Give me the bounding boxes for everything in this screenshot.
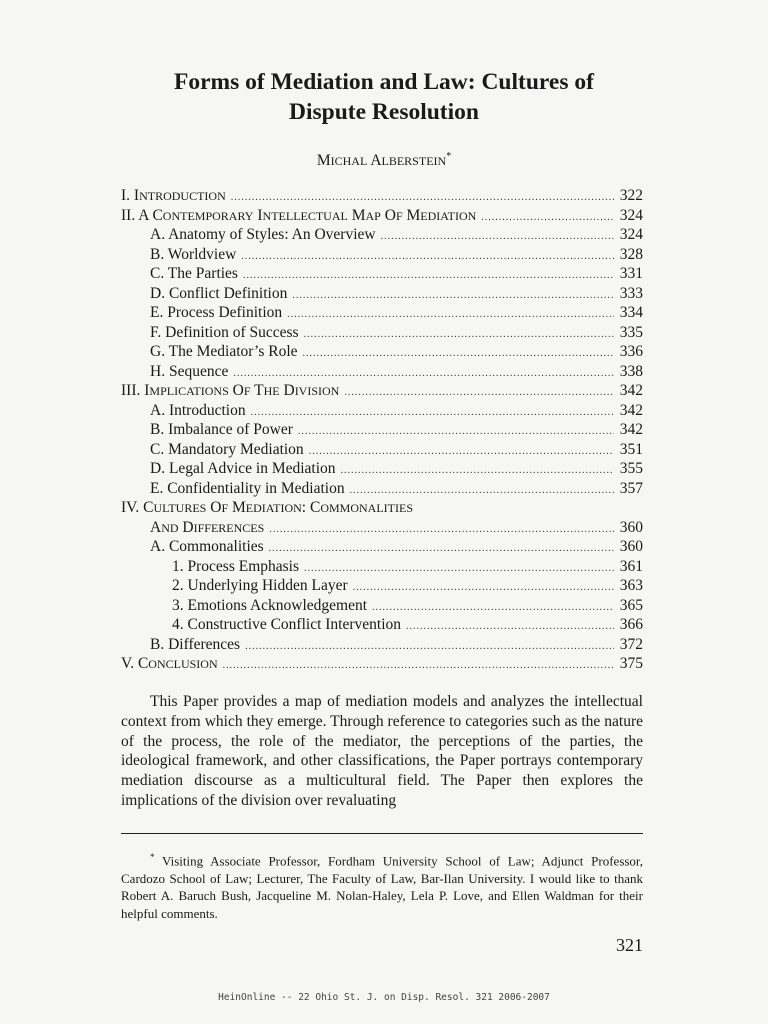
- toc-dot-leader: [245, 637, 614, 657]
- toc-entry-title: A. Anatomy of Styles: An Overview: [150, 226, 376, 243]
- toc-entry-title: H. Sequence: [150, 362, 229, 380]
- toc-entry-page: 355: [619, 460, 643, 477]
- toc-entry: [121, 635, 643, 655]
- toc-entry-page: 372: [619, 635, 643, 653]
- toc-entry-page: 375: [619, 655, 643, 672]
- toc-entry-page: 324: [619, 226, 643, 243]
- toc-entry: [121, 264, 643, 284]
- page-number: 321: [616, 935, 643, 955]
- footnote-text: Visiting Associate Professor, Fordham University School of Law; Adjunct Professor, Cardozo School of Law; Lecturer, The Faculty of Law, Bar-Ilan University. I would like to thank Robert A. Baruch Bush, Jacqueline M. Nolan-Haley, Lela P. Love, and Ellen Waldman for their helpful comments.: [121, 853, 643, 921]
- toc-entry: [121, 401, 643, 421]
- citation-footer: HeinOnline -- 22 Ohio St. J. on Disp. Resol. 321 2006-2007: [218, 992, 550, 1003]
- toc-dot-leader: [304, 325, 614, 345]
- toc-entry-title: A. Introduction: [150, 401, 246, 419]
- toc-entry-title: G. The Mediator’s Role: [150, 343, 298, 360]
- toc-entry-title: F. Definition of Success: [150, 323, 299, 341]
- toc-dot-leader: [303, 344, 614, 364]
- toc-entry: [121, 615, 643, 635]
- toc-dot-leader: [341, 461, 614, 481]
- author-footnote: [121, 849, 643, 922]
- toc-entry-page: 366: [619, 616, 643, 633]
- toc-entry-page: 363: [619, 577, 643, 594]
- toc-entry-page: 351: [619, 440, 643, 458]
- toc-entry-title: 3. Emotions Acknowledgement: [172, 596, 368, 614]
- toc-entry: [121, 245, 643, 265]
- toc-entry-page: 331: [619, 265, 643, 282]
- toc-dot-leader: [381, 227, 614, 247]
- toc-entry-page: 357: [619, 479, 643, 497]
- toc-dot-leader: [481, 208, 614, 228]
- toc-dot-leader: [309, 442, 614, 462]
- toc-entry: [121, 362, 643, 382]
- toc-entry: [121, 654, 643, 674]
- footnote-marker: *: [150, 852, 155, 862]
- toc-entry-title: C. The Parties: [150, 265, 238, 282]
- toc-entry-title: B. Imbalance of Power: [150, 421, 293, 438]
- toc-dot-leader: [292, 286, 614, 306]
- toc-entry-title: C. Mandatory Mediation: [150, 440, 304, 458]
- toc-entry: [121, 479, 643, 499]
- toc-dot-leader: [287, 305, 614, 325]
- toc-entry-page: 336: [619, 343, 643, 360]
- toc-entry: [121, 186, 643, 206]
- footnote-divider: [121, 833, 643, 834]
- toc-dot-leader: [406, 617, 614, 637]
- toc-entry-title: I. INTRODUCTION: [121, 187, 226, 204]
- toc-entry-title: III. IMPLICATIONS OF THE DIVISION: [121, 382, 340, 399]
- toc-entry: [121, 557, 643, 577]
- author-name: MICHAL ALBERSTEIN: [316, 152, 447, 170]
- toc-entry: [121, 284, 643, 304]
- toc-entry-title: AND DIFFERENCES: [150, 518, 265, 536]
- toc-entry: [121, 518, 643, 538]
- toc-entry-page: 361: [619, 557, 643, 575]
- toc-entry-page: 360: [619, 518, 643, 536]
- toc-entry: [121, 459, 643, 479]
- toc-entry-title: IV. CULTURES OF MEDIATION: COMMONALITIES: [121, 499, 413, 516]
- article-title: [110, 67, 658, 127]
- toc-entry: [121, 303, 643, 323]
- toc-entry-title: E. Process Definition: [150, 304, 283, 321]
- toc-entry-page: 342: [619, 401, 643, 419]
- toc-entry: [121, 206, 643, 226]
- toc-entry-title: 2. Underlying Hidden Layer: [172, 577, 348, 594]
- toc-entry: [121, 576, 643, 596]
- abstract-paragraph: This Paper provides a map of mediation models and analyzes the intellectual context from which they emerge. Through reference to categories such as the nature of the process, the role of the mediator, the perceptions of the parties, the ideological framework, and other classifications, the Paper portrays contemporary mediation discourse as a multicultural field. The Paper then explores the implications of the division over revaluating: [121, 693, 643, 809]
- toc-dot-leader: [241, 247, 614, 267]
- toc-dot-leader: [251, 403, 614, 423]
- toc-entry-page: 324: [619, 206, 643, 224]
- toc-entry: [121, 323, 643, 343]
- toc-entry-page: 342: [619, 382, 643, 399]
- toc-entry: [121, 596, 643, 616]
- toc-entry: [121, 342, 643, 362]
- toc-entry-page: 338: [619, 362, 643, 380]
- toc-dot-leader: [304, 559, 614, 579]
- author-byline: [110, 147, 658, 171]
- toc-entry-title: A. Commonalities: [150, 538, 264, 555]
- toc-dot-leader: [353, 578, 614, 598]
- toc-dot-leader: [344, 383, 614, 403]
- toc-entry-page: 333: [619, 284, 643, 302]
- toc-dot-leader: [269, 520, 614, 540]
- toc-entry-title: B. Worldview: [150, 245, 237, 263]
- toc-dot-leader: [223, 656, 614, 676]
- toc-dot-leader: [298, 422, 614, 442]
- toc-entry-title: B. Differences: [150, 635, 241, 653]
- toc-entry-title: V. CONCLUSION: [121, 655, 218, 672]
- toc-dot-leader: [243, 266, 614, 286]
- toc-entry-title: D. Conflict Definition: [150, 284, 288, 302]
- toc-entry: [121, 381, 643, 401]
- toc-entry-page: 335: [619, 323, 643, 341]
- toc-entry-page: 360: [619, 538, 643, 555]
- toc-entry-title: 4. Constructive Conflict Intervention: [172, 616, 402, 633]
- toc-dot-leader: [269, 539, 614, 559]
- toc-entry-page: 365: [619, 596, 643, 614]
- article-title-line-2: Dispute Resolution: [289, 99, 479, 125]
- toc-entry-page: 334: [619, 304, 643, 321]
- toc-entry: [121, 537, 643, 557]
- toc-entry-page: 342: [619, 421, 643, 438]
- author-footnote-marker: *: [446, 151, 452, 162]
- toc-entry: [121, 225, 643, 245]
- toc-dot-leader: [372, 598, 614, 618]
- toc-entry-title: D. Legal Advice in Mediation: [150, 460, 336, 477]
- toc-entry-title: 1. Process Emphasis: [172, 557, 300, 575]
- toc-entry-page: 322: [619, 187, 643, 204]
- toc-entry: [121, 440, 643, 460]
- toc-entry-page: 328: [619, 245, 643, 263]
- toc-entry-title: II. A CONTEMPORARY INTELLECTUAL MAP OF MEDIATION: [121, 206, 477, 224]
- toc-entry-title: E. Confidentiality in Mediation: [150, 479, 345, 497]
- article-title-line-1: Forms of Mediation and Law: Cultures of: [174, 69, 594, 95]
- table-of-contents: [121, 186, 643, 674]
- toc-entry: [121, 498, 643, 518]
- toc-entry: [121, 420, 643, 440]
